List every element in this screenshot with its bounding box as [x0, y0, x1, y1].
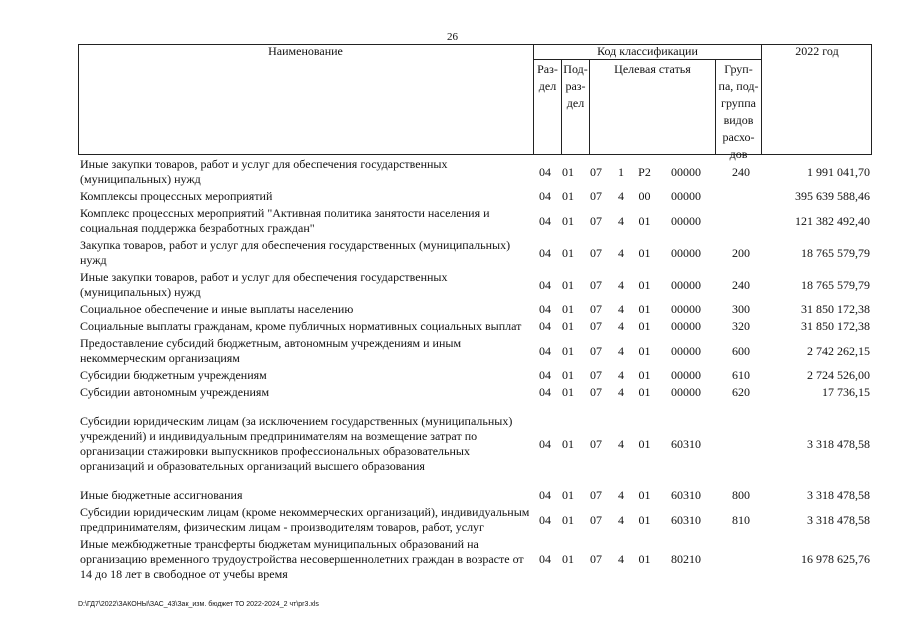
- target-code-4: 00000: [671, 213, 701, 228]
- table-row: [80, 270, 870, 300]
- target-code-2: 4: [618, 343, 624, 358]
- target-code-3: 01: [638, 512, 651, 527]
- row-name: Социальные выплаты гражданам, кроме публичных нормативных социальных выплат: [80, 319, 522, 333]
- target-code-1: 07: [590, 343, 602, 358]
- table-row: [80, 414, 870, 474]
- amount-2022: 2 742 262,15: [807, 343, 870, 358]
- target-code-4: 00000: [671, 245, 701, 260]
- table-header: [78, 44, 872, 161]
- table-row: [80, 189, 870, 204]
- razdel-code: 04: [539, 245, 551, 260]
- target-code-2: 4: [618, 302, 624, 316]
- row-name: Субсидии автономным учреждениям: [80, 385, 270, 399]
- target-code-2: 4: [618, 319, 624, 333]
- target-code-2: 4: [618, 385, 624, 399]
- row-name: Предоставление субсидий бюджетным, автономным учреждениям и иным некоммерческим организациям: [80, 336, 462, 365]
- razdel-code: 04: [539, 488, 551, 502]
- target-code-1: 07: [590, 552, 602, 566]
- target-code-4: 60310: [671, 436, 701, 451]
- expense-type-code: 800: [732, 488, 750, 502]
- amount-2022: 3 318 478,58: [807, 488, 870, 502]
- podrazdel-code: 01: [562, 277, 574, 292]
- amount-2022: 18 765 579,79: [801, 277, 870, 292]
- table-row: [80, 319, 870, 334]
- target-code-1: 07: [590, 512, 602, 527]
- target-code-3: 01: [638, 385, 651, 399]
- target-code-3: 01: [638, 368, 651, 382]
- target-code-2: 4: [618, 189, 624, 203]
- header-podrazdel: Под- раз- дел: [563, 62, 588, 110]
- expense-type-code: 240: [732, 277, 750, 292]
- row-name: Субсидии юридическим лицам (за исключением государственных (муниципальных) учреждений) и индивидуальным предпринимателям на возмещение затрат по организации стажировки выпускников профессиональных образовательных организаций и образовательных организаций высшего образования: [80, 414, 513, 473]
- target-code-1: 07: [590, 189, 602, 203]
- target-code-3: 01: [638, 213, 651, 228]
- target-code-3: 01: [638, 343, 651, 358]
- target-code-1: 07: [590, 213, 602, 228]
- target-code-4: 00000: [671, 343, 701, 358]
- target-code-4: 00000: [671, 189, 701, 203]
- target-code-2: 4: [618, 277, 624, 292]
- target-code-3: 01: [638, 319, 651, 333]
- target-code-1: 07: [590, 164, 602, 179]
- razdel-code: 04: [539, 164, 551, 179]
- target-code-3: 01: [638, 436, 651, 451]
- amount-2022: 3 318 478,58: [807, 436, 870, 451]
- table-row: [80, 537, 870, 582]
- target-code-1: 07: [590, 245, 602, 260]
- table-row: [80, 336, 870, 366]
- target-code-2: 1: [618, 164, 624, 179]
- podrazdel-code: 01: [562, 512, 574, 527]
- row-name: Иные бюджетные ассигнования: [80, 488, 243, 502]
- podrazdel-code: 01: [562, 343, 574, 358]
- expense-type-code: 240: [732, 164, 750, 179]
- target-code-3: 01: [638, 277, 651, 292]
- amount-2022: 3 318 478,58: [807, 512, 870, 527]
- target-code-4: 00000: [671, 302, 701, 316]
- table-row: [80, 157, 870, 187]
- amount-2022: 2 724 526,00: [807, 368, 870, 382]
- expense-type-code: 620: [732, 385, 750, 399]
- podrazdel-code: 01: [562, 245, 574, 260]
- razdel-code: 04: [539, 512, 551, 527]
- header-code-classification: Код классификации: [597, 44, 698, 58]
- table-row: [80, 505, 870, 535]
- row-name: Комплекс процессных мероприятий "Активная политика занятости населения и социальная поддержка безработных граждан": [80, 206, 490, 235]
- razdel-code: 04: [539, 277, 551, 292]
- row-name: Иные межбюджетные трансферты бюджетам муниципальных образований на организацию временного трудоустройства несовершеннолетних граждан в возрасте от 14 до 18 лет в свободное от учебы время: [80, 537, 524, 581]
- podrazdel-code: 01: [562, 302, 574, 316]
- razdel-code: 04: [539, 302, 551, 316]
- expense-type-code: 200: [732, 245, 750, 260]
- table-body: [80, 155, 870, 582]
- expense-type-code: 320: [732, 319, 750, 333]
- razdel-code: 04: [539, 189, 551, 203]
- target-code-4: 60310: [671, 488, 701, 502]
- table-row: [80, 368, 870, 383]
- podrazdel-code: 01: [562, 436, 574, 451]
- table-row: [80, 385, 870, 400]
- target-code-4: 00000: [671, 319, 701, 333]
- amount-2022: 16 978 625,76: [801, 552, 870, 566]
- page-number: 26: [447, 31, 458, 43]
- target-code-1: 07: [590, 277, 602, 292]
- header-name: Наименование: [268, 44, 343, 58]
- podrazdel-code: 01: [562, 213, 574, 228]
- amount-2022: 121 382 492,40: [795, 213, 870, 228]
- target-code-4: 80210: [671, 552, 701, 566]
- podrazdel-code: 01: [562, 164, 574, 179]
- razdel-code: 04: [539, 368, 551, 382]
- expense-type-code: 810: [732, 512, 750, 527]
- row-name: Субсидии юридическим лицам (кроме некоммерческих организаций), индивидуальным предпринимателям, физическим лицам - производителям товаров, работ, услуг: [80, 505, 530, 534]
- expense-type-code: 600: [732, 343, 750, 358]
- target-code-1: 07: [590, 302, 602, 316]
- target-code-1: 07: [590, 436, 602, 451]
- row-name: Субсидии бюджетным учреждениям: [80, 368, 267, 382]
- row-name: Иные закупки товаров, работ и услуг для обеспечения государственных (муниципальных) нужд: [80, 270, 448, 299]
- target-code-1: 07: [590, 488, 602, 502]
- podrazdel-code: 01: [562, 488, 574, 502]
- target-code-3: 00: [638, 189, 651, 203]
- table-row: [80, 488, 870, 503]
- header-year: 2022 год: [795, 44, 839, 58]
- row-name: Закупка товаров, работ и услуг для обеспечения государственных (муниципальных) нужд: [80, 238, 511, 267]
- target-code-2: 4: [618, 488, 624, 502]
- amount-2022: 18 765 579,79: [801, 245, 870, 260]
- row-name: Иные закупки товаров, работ и услуг для обеспечения государственных (муниципальных) нужд: [80, 157, 448, 186]
- target-code-4: 00000: [671, 385, 701, 399]
- razdel-code: 04: [539, 213, 551, 228]
- target-code-4: 00000: [671, 277, 701, 292]
- podrazdel-code: 01: [562, 385, 574, 399]
- expense-type-code: 610: [732, 368, 750, 382]
- row-name: Социальное обеспечение и иные выплаты населению: [80, 302, 354, 316]
- razdel-code: 04: [539, 436, 551, 451]
- podrazdel-code: 01: [562, 189, 574, 203]
- target-code-2: 4: [618, 368, 624, 382]
- target-code-2: 4: [618, 512, 624, 527]
- target-code-2: 4: [618, 552, 624, 566]
- row-name: Комплексы процессных мероприятий: [80, 189, 273, 203]
- table-row: [80, 238, 870, 268]
- target-code-1: 07: [590, 368, 602, 382]
- razdel-code: 04: [539, 343, 551, 358]
- target-code-3: 01: [638, 552, 651, 566]
- target-code-4: 00000: [671, 368, 701, 382]
- target-code-3: P2: [638, 164, 651, 179]
- razdel-code: 04: [539, 319, 551, 333]
- target-code-2: 4: [618, 436, 624, 451]
- target-code-2: 4: [618, 213, 624, 228]
- amount-2022: 1 991 041,70: [807, 164, 870, 179]
- amount-2022: 395 639 588,46: [795, 189, 870, 203]
- razdel-code: 04: [539, 385, 551, 399]
- target-code-3: 01: [638, 488, 651, 502]
- target-code-3: 01: [638, 245, 651, 260]
- table-row: [80, 206, 870, 236]
- amount-2022: 17 736,15: [822, 385, 870, 399]
- target-code-2: 4: [618, 245, 624, 260]
- target-code-4: 00000: [671, 164, 701, 179]
- expense-type-code: 300: [732, 302, 750, 316]
- header-razdel: Раз- дел: [537, 62, 558, 93]
- table-row: [80, 302, 870, 317]
- podrazdel-code: 01: [562, 368, 574, 382]
- target-code-4: 60310: [671, 512, 701, 527]
- file-path-footer: D:\ГД7\2022\ЗАКОНЫ\ЗАС_43\Зак_изм. бюджет ТО 2022-2024_2 чт\pr3.xls: [78, 601, 319, 608]
- amount-2022: 31 850 172,38: [801, 319, 870, 333]
- podrazdel-code: 01: [562, 552, 574, 566]
- target-code-1: 07: [590, 319, 602, 333]
- header-expense-group: Груп- па, под- группа видов расхо- дов: [718, 62, 759, 161]
- target-code-3: 01: [638, 302, 651, 316]
- target-code-1: 07: [590, 385, 602, 399]
- amount-2022: 31 850 172,38: [801, 302, 870, 316]
- razdel-code: 04: [539, 552, 551, 566]
- podrazdel-code: 01: [562, 319, 574, 333]
- header-target-article: Целевая статья: [614, 62, 691, 76]
